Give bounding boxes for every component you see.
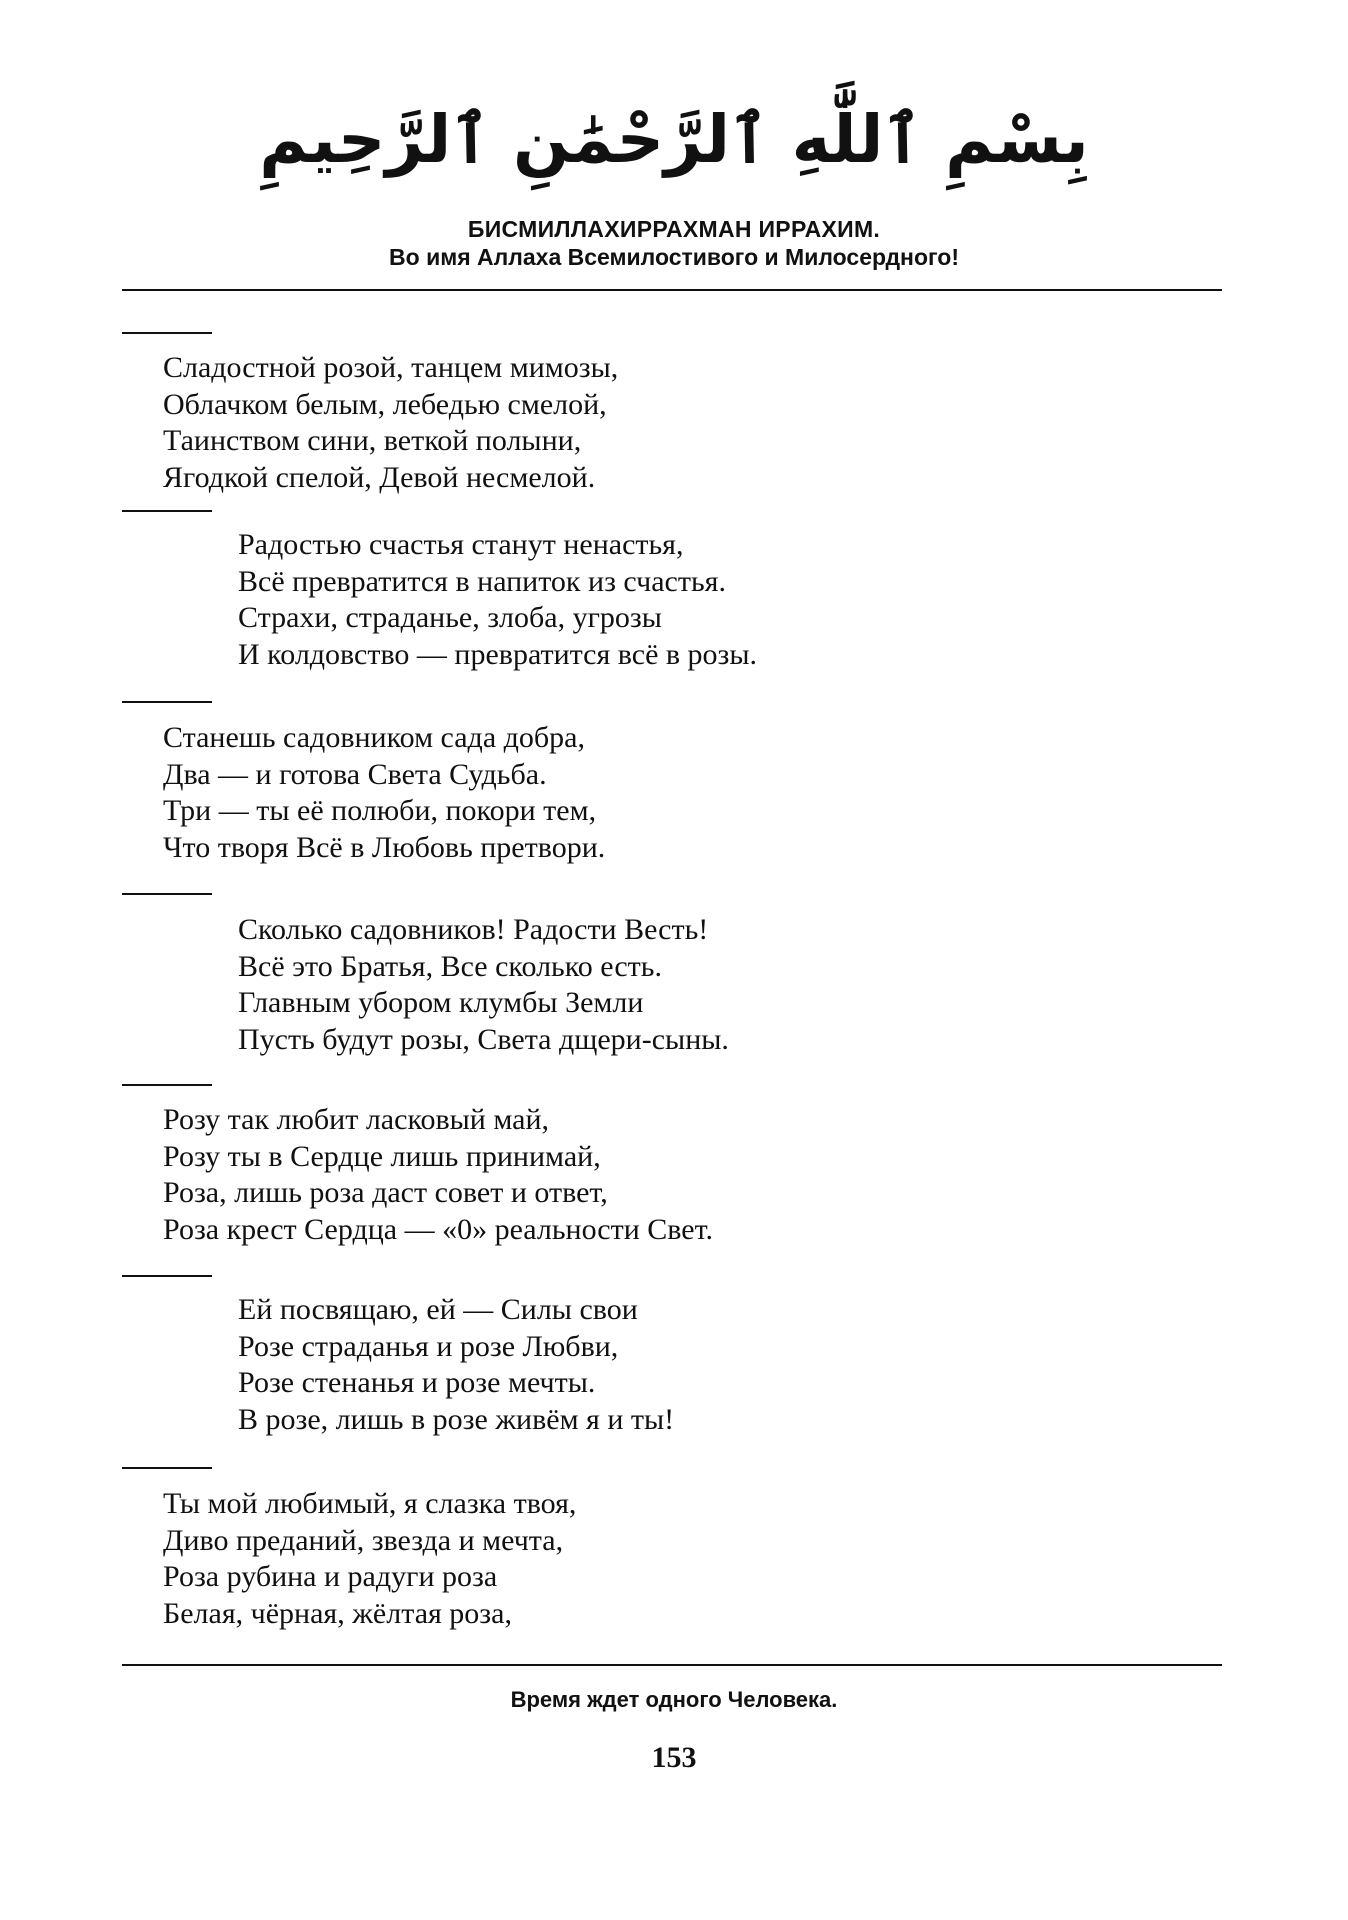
verse-line: Два — и готова Света Судьба.: [163, 757, 547, 791]
verse-line: Розе страданья и розе Любви,: [238, 1329, 619, 1363]
stanza-separator: [122, 1467, 212, 1469]
verse-line: Белая, чёрная, жёлтая роза,: [163, 1596, 512, 1630]
stanza-separator: [122, 893, 212, 895]
stanza-6: [238, 1292, 674, 1438]
stanza-separator: [122, 1084, 212, 1086]
verse-line: Пусть будут розы, Света дщери-сыны.: [238, 1022, 729, 1056]
basmala-calligraphy: بِسْمِ ٱللَّٰهِ ٱلرَّحْمَٰنِ ٱلرَّحِيمِ: [259, 101, 1089, 178]
verse-line: Ты мой любимый, я слазка твоя,: [163, 1487, 577, 1520]
verse-line: Облачком белым, лебедью смелой,: [163, 387, 607, 421]
stanza-2: [238, 527, 757, 673]
stanza-7: [163, 1486, 576, 1632]
verse-line: В розе, лишь в розе живём я и ты!: [238, 1402, 675, 1436]
stanza-separator: [122, 510, 212, 512]
header-title: БИСМИЛЛАХИРРАХМАН ИРРАХИМ.: [467, 216, 881, 242]
verse-line: Розе стенанья и розе мечты.: [238, 1366, 596, 1399]
verse-line: Ей посвящаю, ей — Силы свои: [238, 1293, 638, 1326]
stanza-4: [238, 912, 729, 1058]
top-rule: [122, 289, 1222, 291]
verse-line: Всё это Братья, Все сколько есть.: [238, 949, 662, 983]
stanza-3: [163, 720, 605, 866]
verse-line: Главным убором клумбы Земли: [238, 986, 644, 1019]
verse-line: Три — ты её полюби, покори тем,: [163, 794, 597, 827]
footer-motto: Время ждет одного Человека.: [510, 1687, 838, 1712]
verse-line: Ягодкой спелой, Девой несмелой.: [163, 460, 596, 494]
verse-line: Таинством сини, веткой полыни,: [163, 424, 582, 457]
verse-line: Диво преданий, звезда и мечта,: [163, 1523, 564, 1557]
verse-line: Розу ты в Сердце лишь принимай,: [163, 1139, 601, 1173]
bottom-rule: [122, 1664, 1222, 1666]
stanza-separator: [122, 1275, 212, 1277]
stanza-separator: [122, 332, 212, 334]
verse-line: Сладостной розой, танцем мимозы,: [163, 351, 619, 384]
verse-line: Роза, лишь роза даст совет и ответ,: [163, 1176, 608, 1209]
verse-line: Розу так любит ласковый май,: [163, 1103, 550, 1136]
verse-line: Роза рубина и радуги роза: [163, 1560, 498, 1593]
verse-line: Роза крест Сердца — «0» реальности Свет.: [163, 1212, 713, 1246]
verse-line: Всё превратится в напиток из счастья.: [238, 564, 726, 598]
verse-line: И колдовство — превратится всё в розы.: [238, 637, 758, 671]
verse-line: Станешь садовником сада добра,: [163, 721, 585, 754]
verse-line: Сколько садовников! Радости Весть!: [238, 913, 709, 946]
stanza-separator: [122, 701, 212, 703]
stanza-1: [163, 350, 618, 496]
verse-line: Что творя Всё в Любовь претвори.: [163, 830, 606, 864]
page-number: 153: [651, 1741, 697, 1774]
header-subtitle: Во имя Аллаха Всемилостивого и Милосердного!: [389, 244, 959, 270]
verse-line: Страхи, страданье, злоба, угрозы: [238, 601, 662, 634]
verse-line: Радостью счастья станут ненастья,: [238, 528, 684, 561]
stanza-5: [163, 1102, 713, 1248]
